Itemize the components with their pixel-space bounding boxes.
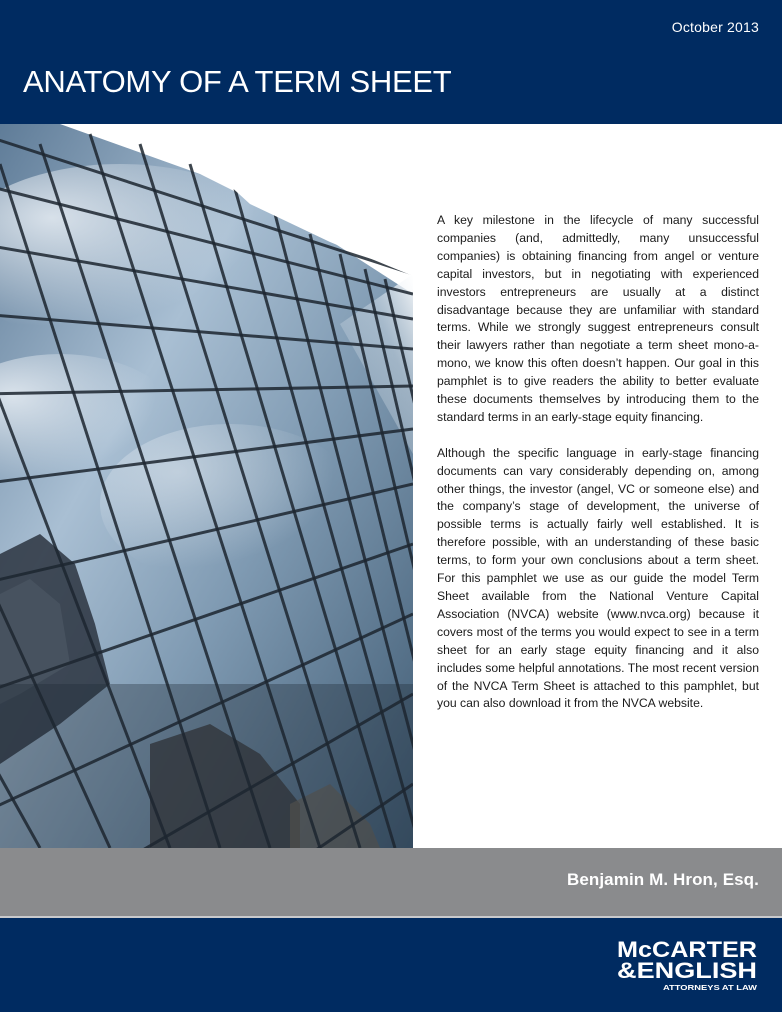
logo-line-2: &ENGLISH bbox=[617, 958, 757, 983]
publication-date: October 2013 bbox=[671, 19, 759, 35]
footer-band bbox=[0, 916, 782, 1012]
logo-tagline: ATTORNEYS AT LAW bbox=[663, 985, 758, 992]
intro-paragraph: A key milestone in the lifecycle of many successful companies (and, admittedly, many unsuccessful companies) is obtaining financing from angel or venture capital investors, but in negotiating with experienced investors entrepreneurs are usually at a distinct disadvantage because they are unfamiliar with standard terms. While we strongly suggest entrepreneurs consult their lawyers rather than negotiate a term sheet mono-a-mono, we know this often doesn’t happen. Our goal in this pamphlet is to give readers the ability to better evaluate these documents themselves by introducing them to the standard terms in an early-stage equity financing. bbox=[437, 213, 759, 424]
author-name: Benjamin M. Hron, Esq. bbox=[566, 870, 759, 889]
header-band bbox=[0, 0, 782, 124]
logo-line-1: McCARTER bbox=[617, 937, 758, 962]
building-facade-photo bbox=[0, 124, 413, 848]
intro-text bbox=[437, 212, 759, 731]
document-title: ANATOMY OF A TERM SHEET bbox=[23, 64, 452, 99]
intro-paragraph: Although the specific language in early-stage financing documents can vary considerably depending on, among other things, the investor (angel, VC or someone else) and the company’s stage of development, the universe of possible terms is actually fairly well established. It is therefore possible, with an understanding of these basic terms, to form your own conclusions about a term sheet. For this pamphlet we use as our guide the model Term Sheet available from the National Venture Capital Association (NVCA) website (www.nvca.org) because it covers most of the terms you would expect to see in a term sheet for an early stage equity financing and it also includes some helpful annotations. The most recent version of the NVCA Term Sheet is attached to this pamphlet, but you can also download it from the NVCA website. bbox=[437, 445, 759, 711]
author-band bbox=[0, 848, 782, 916]
mccarter-english-logo bbox=[616, 936, 758, 998]
